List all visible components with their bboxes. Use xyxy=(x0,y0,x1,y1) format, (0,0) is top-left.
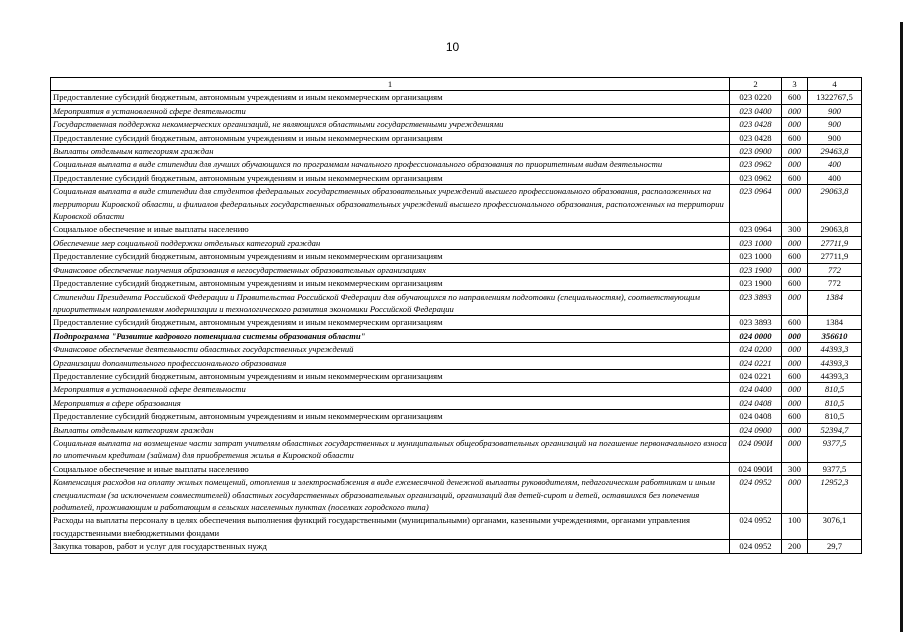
row-amount: 810,5 xyxy=(808,396,862,409)
table-row xyxy=(51,236,862,249)
table-row xyxy=(51,171,862,184)
row-amount: 1322767,5 xyxy=(808,91,862,104)
row-name: Финансовое обеспечение получения образования в негосударственных образовательных организациях xyxy=(51,263,730,276)
row-amount: 9377,5 xyxy=(808,462,862,475)
row-type: 600 xyxy=(782,250,808,263)
row-code: 024 090И xyxy=(730,462,782,475)
row-name: Социальная выплата в виде стипендии для лучших обучающихся по программам начального профессионального образования по приоритетным видам деятельности xyxy=(51,158,730,171)
row-name: Социальное обеспечение и иные выплаты населению xyxy=(51,223,730,236)
table-row xyxy=(51,158,862,171)
row-type: 200 xyxy=(782,540,808,553)
table-row xyxy=(51,343,862,356)
table-row xyxy=(51,396,862,409)
row-code: 024 0900 xyxy=(730,423,782,436)
row-name: Компенсация расходов на оплату жилых помещений, отопления и электроснабжения в виде ежемесячной денежной выплаты руководителям, педагогическим работникам и иным специалистам (за исключением совместителей) областных государственных образовательных организаций, организаций для детей-сирот и детей, оставшихся без попечения родителей, проживающим и работающим в сельских населенных пунктах (поселках городского типа) xyxy=(51,476,730,514)
row-name: Выплаты отдельным категориям граждан xyxy=(51,145,730,158)
table-row xyxy=(51,263,862,276)
table-row xyxy=(51,277,862,290)
row-type: 600 xyxy=(782,316,808,329)
row-amount: 772 xyxy=(808,263,862,276)
table-row xyxy=(51,223,862,236)
row-code: 024 0400 xyxy=(730,383,782,396)
row-code: 023 1900 xyxy=(730,263,782,276)
row-type: 000 xyxy=(782,185,808,223)
row-code: 023 1900 xyxy=(730,277,782,290)
row-code: 023 3893 xyxy=(730,290,782,316)
row-code: 023 0400 xyxy=(730,104,782,117)
row-type: 000 xyxy=(782,343,808,356)
row-code: 023 0964 xyxy=(730,223,782,236)
row-type: 000 xyxy=(782,104,808,117)
row-type: 600 xyxy=(782,91,808,104)
row-amount: 1384 xyxy=(808,290,862,316)
row-name: Предоставление субсидий бюджетным, автономным учреждениям и иным некоммерческим организациям xyxy=(51,91,730,104)
table-row xyxy=(51,356,862,369)
row-type: 300 xyxy=(782,223,808,236)
row-type: 000 xyxy=(782,263,808,276)
row-code: 023 0964 xyxy=(730,185,782,223)
row-code: 023 3893 xyxy=(730,316,782,329)
row-amount: 810,5 xyxy=(808,410,862,423)
header-col2: 2 xyxy=(730,78,782,91)
row-type: 600 xyxy=(782,410,808,423)
row-code: 023 1000 xyxy=(730,250,782,263)
row-amount: 1384 xyxy=(808,316,862,329)
row-amount: 772 xyxy=(808,277,862,290)
row-amount: 12952,3 xyxy=(808,476,862,514)
row-amount: 900 xyxy=(808,118,862,131)
table-row xyxy=(51,104,862,117)
row-amount: 356610 xyxy=(808,329,862,342)
row-amount: 29063,8 xyxy=(808,223,862,236)
row-code: 024 0408 xyxy=(730,410,782,423)
row-code: 024 0952 xyxy=(730,514,782,540)
row-code: 023 0428 xyxy=(730,118,782,131)
row-code: 024 0000 xyxy=(730,329,782,342)
row-code: 023 0900 xyxy=(730,145,782,158)
budget-table-body xyxy=(51,78,862,554)
row-code: 023 1000 xyxy=(730,236,782,249)
table-row xyxy=(51,329,862,342)
table-row xyxy=(51,423,862,436)
row-name: Предоставление субсидий бюджетным, автономным учреждениям и иным некоммерческим организациям xyxy=(51,410,730,423)
row-type: 300 xyxy=(782,462,808,475)
table-row xyxy=(51,369,862,382)
row-amount: 400 xyxy=(808,171,862,184)
header-col3: 3 xyxy=(782,78,808,91)
table-row xyxy=(51,131,862,144)
row-type: 000 xyxy=(782,383,808,396)
row-type: 600 xyxy=(782,369,808,382)
row-name: Предоставление субсидий бюджетным, автономным учреждениям и иным некоммерческим организациям xyxy=(51,277,730,290)
table-row xyxy=(51,290,862,316)
row-type: 000 xyxy=(782,145,808,158)
row-name: Финансовое обеспечение деятельности областных государственных учреждений xyxy=(51,343,730,356)
row-name: Социальная выплата в виде стипендии для студентов федеральных государственных образовательных учреждений высшего профессионального образования, расположенных на территории Кировской области, и филиалов федеральных государственных образовательных учреждений высшего профессионального образования, расположенных на территории Кировской области xyxy=(51,185,730,223)
row-name: Организации дополнительного профессионального образования xyxy=(51,356,730,369)
row-name: Обеспечение мер социальной поддержки отдельных категорий граждан xyxy=(51,236,730,249)
row-amount: 900 xyxy=(808,104,862,117)
row-amount: 9377,5 xyxy=(808,436,862,462)
row-amount: 29,7 xyxy=(808,540,862,553)
table-row xyxy=(51,145,862,158)
row-name: Предоставление субсидий бюджетным, автономным учреждениям и иным некоммерческим организациям xyxy=(51,250,730,263)
row-name: Предоставление субсидий бюджетным, автономным учреждениям и иным некоммерческим организациям xyxy=(51,131,730,144)
header-col1: 1 xyxy=(51,78,730,91)
row-amount: 52394,7 xyxy=(808,423,862,436)
row-amount: 810,5 xyxy=(808,383,862,396)
row-code: 024 0221 xyxy=(730,356,782,369)
row-code: 024 090И xyxy=(730,436,782,462)
row-type: 000 xyxy=(782,356,808,369)
table-row xyxy=(51,383,862,396)
row-type: 000 xyxy=(782,476,808,514)
table-row xyxy=(51,540,862,553)
table-row xyxy=(51,185,862,223)
row-name: Государственная поддержка некоммерческих организаций, не являющихся областными государственными учреждениями xyxy=(51,118,730,131)
row-amount: 400 xyxy=(808,158,862,171)
row-name: Предоставление субсидий бюджетным, автономным учреждениям и иным некоммерческим организациям xyxy=(51,369,730,382)
row-type: 000 xyxy=(782,118,808,131)
row-type: 000 xyxy=(782,396,808,409)
table-row xyxy=(51,410,862,423)
table-row xyxy=(51,250,862,263)
row-amount: 44393,3 xyxy=(808,356,862,369)
row-amount: 29463,8 xyxy=(808,145,862,158)
budget-table xyxy=(50,77,862,554)
table-row xyxy=(51,118,862,131)
row-name: Мероприятия в установленной сфере деятельности xyxy=(51,104,730,117)
row-type: 000 xyxy=(782,436,808,462)
row-code: 023 0220 xyxy=(730,91,782,104)
table-row xyxy=(51,91,862,104)
row-type: 000 xyxy=(782,236,808,249)
table-row xyxy=(51,462,862,475)
page-edge-line xyxy=(900,22,903,632)
row-type: 000 xyxy=(782,329,808,342)
row-name: Стипендии Президента Российской Федерации и Правительства Российской Федерации для обучающихся по направлениям подготовки (специальностям), соответствующим приоритетным направлениям модернизации и технологического развития экономики Российской Федерации xyxy=(51,290,730,316)
row-name: Социальное обеспечение и иные выплаты населению xyxy=(51,462,730,475)
row-code: 023 0962 xyxy=(730,158,782,171)
row-amount: 900 xyxy=(808,131,862,144)
table-row xyxy=(51,514,862,540)
row-type: 600 xyxy=(782,131,808,144)
row-code: 024 0221 xyxy=(730,369,782,382)
row-name: Мероприятия в сфере образования xyxy=(51,396,730,409)
row-code: 024 0952 xyxy=(730,540,782,553)
row-amount: 44393,3 xyxy=(808,343,862,356)
table-row xyxy=(51,476,862,514)
row-type: 000 xyxy=(782,290,808,316)
row-type: 600 xyxy=(782,171,808,184)
row-name: Предоставление субсидий бюджетным, автономным учреждениям и иным некоммерческим организациям xyxy=(51,316,730,329)
row-type: 000 xyxy=(782,423,808,436)
page-number: 10 xyxy=(445,40,460,54)
table-row xyxy=(51,436,862,462)
row-code: 023 0962 xyxy=(730,171,782,184)
table-row xyxy=(51,316,862,329)
row-type: 100 xyxy=(782,514,808,540)
row-name: Выплаты отдельным категориям граждан xyxy=(51,423,730,436)
row-code: 024 0200 xyxy=(730,343,782,356)
row-amount: 3076,1 xyxy=(808,514,862,540)
row-amount: 27711,9 xyxy=(808,250,862,263)
row-name: Закупка товаров, работ и услуг для государственных нужд xyxy=(51,540,730,553)
row-code: 023 0428 xyxy=(730,131,782,144)
row-name: Подпрограмма "Развитие кадрового потенциала системы образования области" xyxy=(51,329,730,342)
row-amount: 27711,9 xyxy=(808,236,862,249)
row-code: 024 0952 xyxy=(730,476,782,514)
row-code: 024 0408 xyxy=(730,396,782,409)
row-name: Расходы на выплаты персоналу в целях обеспечения выполнения функций государственными (муниципальными) органами, казенными учреждениями, органами управления государственными внебюджетными фондами xyxy=(51,514,730,540)
row-name: Предоставление субсидий бюджетным, автономным учреждениям и иным некоммерческим организациям xyxy=(51,171,730,184)
row-amount: 44393,3 xyxy=(808,369,862,382)
row-type: 000 xyxy=(782,158,808,171)
header-col4: 4 xyxy=(808,78,862,91)
row-type: 600 xyxy=(782,277,808,290)
row-name: Социальная выплата на возмещение части затрат учителям областных государственных и муниципальных общеобразовательных организаций на погашение первоначального взноса по ипотечным кредитам (займам) для приобретения жилья в Кировской области xyxy=(51,436,730,462)
table-header-row xyxy=(51,78,862,91)
row-amount: 29063,8 xyxy=(808,185,862,223)
row-name: Мероприятия в установленной сфере деятельности xyxy=(51,383,730,396)
